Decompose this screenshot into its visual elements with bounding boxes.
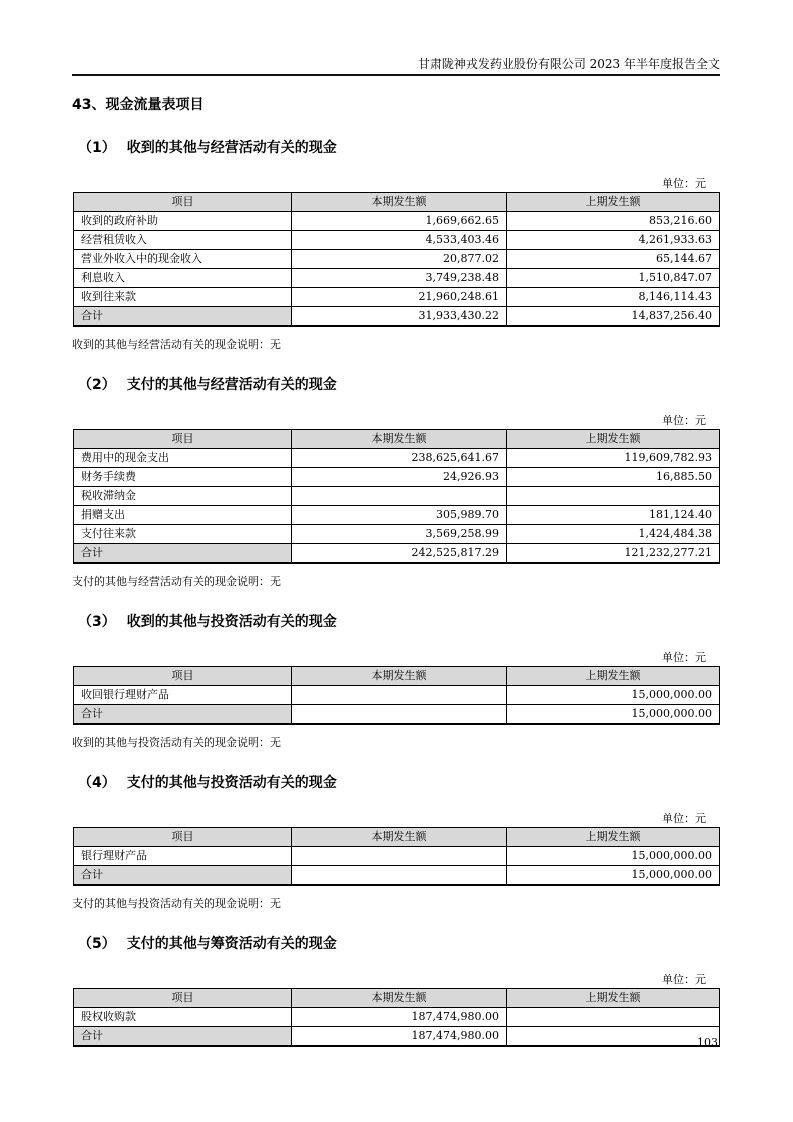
value-cell: 1,510,847.07 xyxy=(507,269,720,288)
table-header-row xyxy=(74,193,720,212)
value-cell: 21,960,248.61 xyxy=(292,288,507,307)
section-title: 支付的其他与经营活动有关的现金 xyxy=(126,377,337,393)
section-note: 收到的其他与经营活动有关的现金说明：无 xyxy=(72,338,281,351)
item-cell: 收回银行理财产品 xyxy=(74,686,292,705)
table-row xyxy=(74,487,720,506)
item-cell: 捐赠支出 xyxy=(74,506,292,525)
value-cell: 1,669,662.65 xyxy=(292,212,507,231)
column-header: 上期发生额 xyxy=(507,828,720,847)
value-cell: 181,124.40 xyxy=(507,506,720,525)
unit-label: 单位：元 xyxy=(662,651,706,664)
item-cell: 合计 xyxy=(74,866,292,886)
running-header-title: 甘肃陇神戎发药业股份有限公司 2023 年半年度报告全文 xyxy=(417,57,720,71)
section-title: 收到的其他与经营活动有关的现金 xyxy=(126,140,337,156)
total-row xyxy=(74,1027,720,1047)
table-row xyxy=(74,525,720,544)
section-note: 支付的其他与经营活动有关的现金说明：无 xyxy=(72,575,281,588)
column-header: 上期发生额 xyxy=(507,193,720,212)
value-cell: 14,837,256.40 xyxy=(507,307,720,327)
value-cell: 3,569,258.99 xyxy=(292,525,507,544)
report-section xyxy=(72,140,720,351)
column-header: 上期发生额 xyxy=(507,430,720,449)
column-header: 本期发生额 xyxy=(292,989,507,1008)
table-row xyxy=(74,1008,720,1027)
column-header: 上期发生额 xyxy=(507,667,720,686)
column-header: 上期发生额 xyxy=(507,989,720,1008)
section-note: 支付的其他与投资活动有关的现金说明：无 xyxy=(72,897,281,910)
unit-label: 单位：元 xyxy=(662,812,706,825)
column-header: 项目 xyxy=(74,193,292,212)
value-cell: 15,000,000.00 xyxy=(507,866,720,886)
running-header xyxy=(72,0,720,76)
value-cell: 15,000,000.00 xyxy=(507,686,720,705)
item-cell: 银行理财产品 xyxy=(74,847,292,866)
item-cell: 税收滞纳金 xyxy=(74,487,292,506)
section-heading xyxy=(78,614,720,631)
column-header: 本期发生额 xyxy=(292,430,507,449)
column-header: 本期发生额 xyxy=(292,193,507,212)
section-number: （5） xyxy=(78,936,116,952)
value-cell: 853,216.60 xyxy=(507,212,720,231)
value-cell: 242,525,817.29 xyxy=(292,544,507,564)
column-header: 项目 xyxy=(74,828,292,847)
column-header: 本期发生额 xyxy=(292,667,507,686)
value-cell xyxy=(292,705,507,725)
value-cell: 4,261,933.63 xyxy=(507,231,720,250)
section-title: 支付的其他与投资活动有关的现金 xyxy=(126,775,337,791)
value-cell: 24,926.93 xyxy=(292,468,507,487)
item-cell: 股权收购款 xyxy=(74,1008,292,1027)
table-row xyxy=(74,686,720,705)
chapter-heading: 43、现金流量表项目 xyxy=(72,97,204,113)
table-header-row xyxy=(74,667,720,686)
item-cell: 经营租赁收入 xyxy=(74,231,292,250)
value-cell xyxy=(292,847,507,866)
value-cell xyxy=(507,487,720,506)
value-cell xyxy=(292,866,507,886)
table-row xyxy=(74,449,720,468)
item-cell: 支付往来款 xyxy=(74,525,292,544)
value-cell xyxy=(292,686,507,705)
section-title: 收到的其他与投资活动有关的现金 xyxy=(126,614,337,630)
item-cell: 利息收入 xyxy=(74,269,292,288)
financial-table xyxy=(73,827,720,886)
sections-container xyxy=(72,140,720,1047)
table-header-row xyxy=(74,828,720,847)
unit-label: 单位：元 xyxy=(662,414,706,427)
report-section xyxy=(72,936,720,1047)
total-row xyxy=(74,705,720,725)
table-header-row xyxy=(74,989,720,1008)
value-cell: 31,933,430.22 xyxy=(292,307,507,327)
item-cell: 收到的政府补助 xyxy=(74,212,292,231)
value-cell: 15,000,000.00 xyxy=(507,847,720,866)
section-heading xyxy=(78,936,720,953)
section-title: 支付的其他与筹资活动有关的现金 xyxy=(126,936,337,952)
item-cell: 财务手续费 xyxy=(74,468,292,487)
section-number: （2） xyxy=(78,377,116,393)
table-row xyxy=(74,231,720,250)
value-cell: 187,474,980.00 xyxy=(292,1008,507,1027)
value-cell: 119,609,782.93 xyxy=(507,449,720,468)
total-row xyxy=(74,307,720,327)
total-row xyxy=(74,866,720,886)
value-cell: 3,749,238.48 xyxy=(292,269,507,288)
financial-table xyxy=(73,666,720,725)
table-row xyxy=(74,212,720,231)
value-cell: 4,533,403.46 xyxy=(292,231,507,250)
value-cell: 8,146,114.43 xyxy=(507,288,720,307)
item-cell: 合计 xyxy=(74,705,292,725)
column-header: 项目 xyxy=(74,667,292,686)
section-number: （4） xyxy=(78,775,116,791)
section-number: （3） xyxy=(78,614,116,630)
section-heading xyxy=(78,377,720,394)
table-row xyxy=(74,288,720,307)
column-header: 项目 xyxy=(74,430,292,449)
section-note: 收到的其他与投资活动有关的现金说明：无 xyxy=(72,736,281,749)
page-number: 103 xyxy=(697,1036,718,1049)
unit-label: 单位：元 xyxy=(662,177,706,190)
item-cell: 费用中的现金支出 xyxy=(74,449,292,468)
unit-label: 单位：元 xyxy=(662,973,706,986)
value-cell: 15,000,000.00 xyxy=(507,705,720,725)
value-cell: 121,232,277.21 xyxy=(507,544,720,564)
financial-table xyxy=(73,988,720,1047)
value-cell: 1,424,484.38 xyxy=(507,525,720,544)
item-cell: 合计 xyxy=(74,544,292,564)
page-content xyxy=(72,0,720,1047)
section-number: （1） xyxy=(78,140,116,156)
item-cell: 合计 xyxy=(74,1027,292,1047)
total-row xyxy=(74,544,720,564)
value-cell xyxy=(292,487,507,506)
item-cell: 收到往来款 xyxy=(74,288,292,307)
column-header: 本期发生额 xyxy=(292,828,507,847)
section-heading xyxy=(78,140,720,157)
table-row xyxy=(74,847,720,866)
table-row xyxy=(74,269,720,288)
item-cell: 合计 xyxy=(74,307,292,327)
value-cell: 187,474,980.00 xyxy=(292,1027,507,1047)
table-header-row xyxy=(74,430,720,449)
column-header: 项目 xyxy=(74,989,292,1008)
value-cell: 238,625,641.67 xyxy=(292,449,507,468)
item-cell: 营业外收入中的现金收入 xyxy=(74,250,292,269)
section-heading xyxy=(78,775,720,792)
value-cell: 305,989.70 xyxy=(292,506,507,525)
value-cell xyxy=(507,1008,720,1027)
table-row xyxy=(74,506,720,525)
value-cell: 65,144.67 xyxy=(507,250,720,269)
financial-table xyxy=(73,429,720,564)
value-cell xyxy=(507,1027,720,1047)
report-section xyxy=(72,377,720,588)
report-section xyxy=(72,775,720,910)
report-section xyxy=(72,614,720,749)
financial-table xyxy=(73,192,720,327)
value-cell: 16,885.50 xyxy=(507,468,720,487)
value-cell: 20,877.02 xyxy=(292,250,507,269)
table-row xyxy=(74,468,720,487)
table-row xyxy=(74,250,720,269)
